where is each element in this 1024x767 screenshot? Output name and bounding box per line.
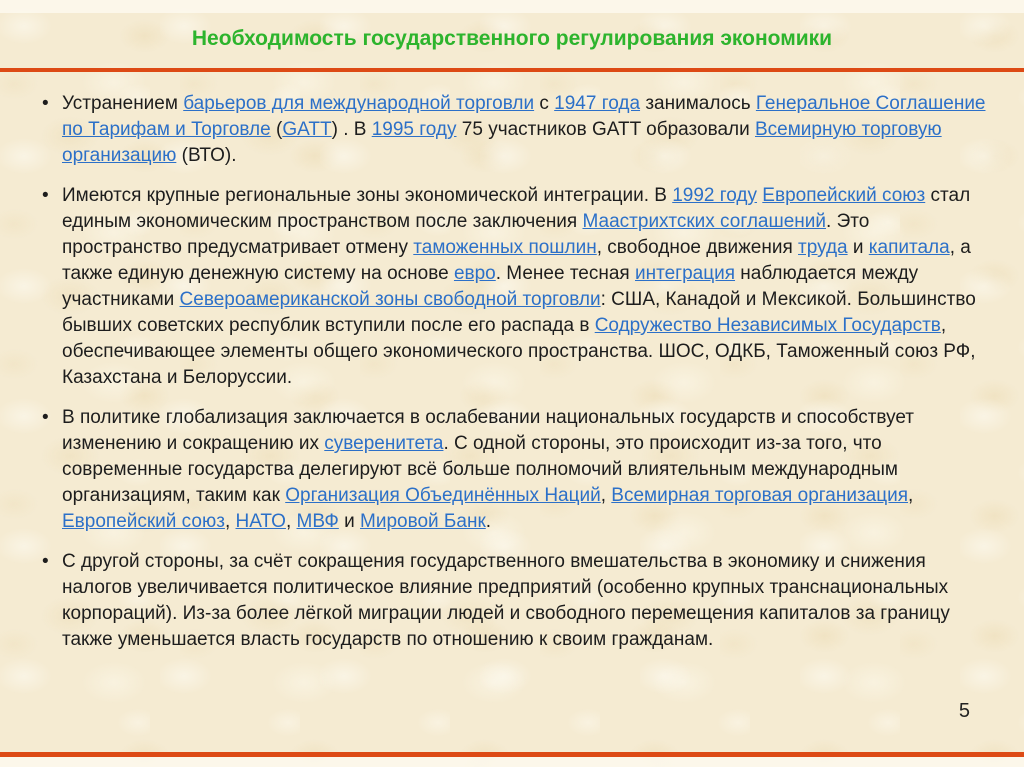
inline-link[interactable]: Организация Объединённых Наций (285, 485, 601, 506)
text-segment: , (908, 485, 914, 506)
inline-link[interactable]: Европейский союз (762, 185, 926, 206)
inline-link[interactable]: труда (798, 237, 848, 258)
text-segment: . С одной стороны, это происходит из-за того, что современные государства делегируют всё больше полномочий влиятельным международным организациям, таким как (62, 433, 898, 506)
inline-link[interactable]: МВФ (296, 511, 339, 532)
inline-link[interactable]: капитала (868, 237, 950, 258)
inline-link[interactable]: НАТО (235, 511, 286, 532)
page-number: 5 (958, 700, 970, 722)
inline-link[interactable]: Мировой Банк (360, 511, 486, 532)
bullet-item (40, 91, 990, 169)
text-segment: В политике глобализация заключается в ослабевании национальных государств и способствует изменению и сокращению их (62, 407, 915, 454)
inline-link[interactable]: 1995 году (371, 119, 457, 140)
inline-link[interactable]: евро (453, 263, 496, 284)
inline-link[interactable]: 1992 году (672, 185, 758, 206)
text-segment: и (338, 511, 361, 532)
inline-link[interactable]: Маастрихтских соглашений (582, 211, 827, 232)
bottom-edge-band (0, 757, 1024, 767)
inline-link[interactable]: Генеральное Соглашение по Тарифам и Торговле (62, 93, 986, 140)
inline-link[interactable]: суверенитета (324, 433, 444, 454)
text-segment: Устранением (62, 93, 184, 114)
bullet-list (40, 91, 990, 667)
text-segment: ( (270, 119, 283, 140)
text-segment: , обеспечивающее элементы общего экономического пространства. ШОС, ОДКБ, Таможенный союз РФ, Казахстана и Белоруссии. (62, 315, 976, 388)
inline-link[interactable]: таможенных пошлин (413, 237, 597, 258)
text-segment: . Это пространство предусматривает отмену (62, 211, 870, 258)
text-segment: занималось (640, 93, 756, 114)
slide-title: Необходимость государственного регулирования экономики (191, 27, 833, 50)
text-segment: , а также единую денежную систему на основе (62, 237, 971, 284)
inline-link[interactable]: 1947 года (554, 93, 641, 114)
inline-link[interactable]: интеграция (635, 263, 736, 284)
inline-link[interactable]: барьеров для международной торговли (183, 93, 535, 114)
text-segment: , свободное движения (596, 237, 799, 258)
text-segment: , (224, 511, 236, 532)
bullet-item (40, 549, 990, 653)
text-segment: с (534, 93, 555, 114)
title-divider (0, 68, 1024, 72)
top-edge-band (0, 0, 1024, 13)
text-segment: ) . В (331, 119, 372, 140)
inline-link[interactable]: Всемирная торговая организация (611, 485, 909, 506)
text-segment: 75 участников GATT образовали (456, 119, 755, 140)
text-segment: С другой стороны, за счёт сокращения государственного вмешательства в экономику и снижения налогов увеличивается политическое влияние предприятий (особенно крупных транснациональных корпораций). Из-за более лёгкой миграции людей и свободного перемещения капиталов за границу также уменьшается власть государств по отношению к своим гражданам. (62, 551, 950, 650)
bullet-item (40, 183, 990, 391)
text-segment: : США, Канадой и Мексикой. Большинство бывших советских республик вступили после его распада в (62, 289, 976, 336)
inline-link[interactable]: GATT (282, 119, 332, 140)
bullet-item (40, 405, 990, 535)
text-segment: . (485, 511, 492, 532)
text-segment: стал единым экономическим пространством после заключения (62, 185, 971, 232)
text-segment: и (847, 237, 869, 258)
inline-link[interactable]: Содружество Независимых Государств (594, 315, 941, 336)
footer-divider (0, 752, 1024, 757)
inline-link[interactable]: Европейский союз (62, 511, 225, 532)
text-segment: наблюдается между участниками (62, 263, 919, 310)
text-segment: (ВТО). (176, 145, 237, 166)
text-segment: Имеются крупные региональные зоны экономической интеграции. В (62, 185, 673, 206)
text-segment: . Менее тесная (495, 263, 636, 284)
text-segment: , (285, 511, 297, 532)
inline-link[interactable]: Всемирную торговую организацию (62, 119, 942, 166)
inline-link[interactable]: Североамериканской зоны свободной торговли (179, 289, 601, 310)
text-segment: , (600, 485, 612, 506)
